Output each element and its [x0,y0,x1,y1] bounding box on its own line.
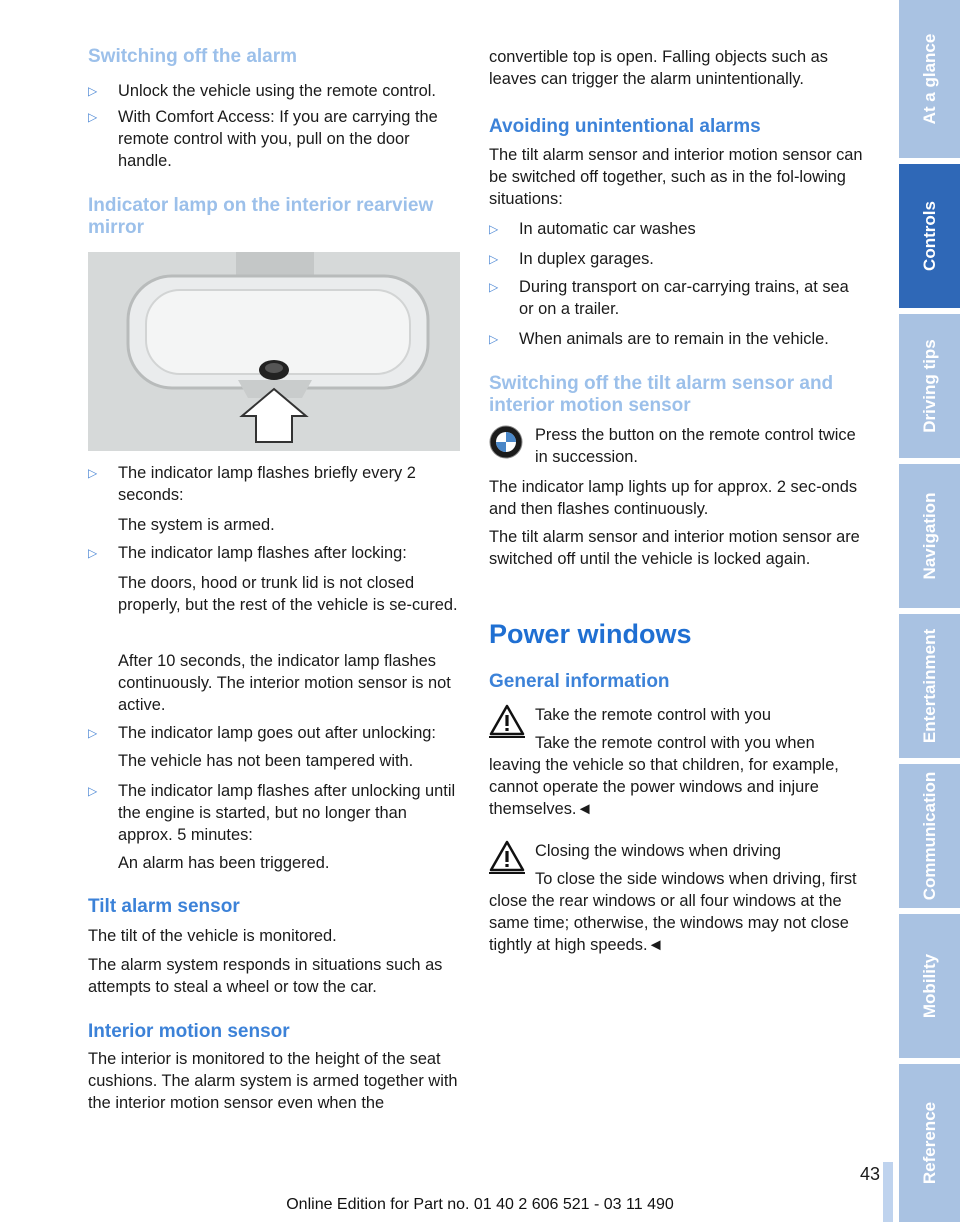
bullet-comfort-access: ▷ With Comfort Access: If you are carrying the remote control with you, pull on the door handle. [88,106,462,172]
heading-switch-off-tilt: Switching off the tilt alarm sensor and interior motion sensor [489,373,834,416]
bullet-flashes-briefly: ▷ The indicator lamp flashes briefly every 2 seconds: [88,462,462,506]
text-tilt-monitored: The tilt of the vehicle is monitored. [88,927,337,945]
heading-switching-off-alarm: Switching off the alarm [88,46,298,67]
bullet-flashes-after-unlocking: ▷ The indicator lamp flashes after unlocking until the engine is started, but no longer than approx. 5 minutes: [88,780,462,846]
heading-avoiding-alarms: Avoiding unintentional alarms [489,116,761,137]
text-alarm-triggered: An alarm has been triggered. [118,854,330,872]
tab-reference[interactable]: Reference [899,1064,960,1222]
tab-driving-tips[interactable]: Driving tips [899,314,960,458]
page-number: 43 [859,1164,880,1184]
bullet-animals: ▷ When animals are to remain in the vehicle. [489,328,829,350]
tab-mobility[interactable]: Mobility [899,914,960,1058]
text-press-button: Press the button on the remote control twice in succession. [535,426,856,466]
bullet-goes-out: ▷ The indicator lamp goes out after unlocking: [88,722,436,744]
text-interior-monitored: The interior is monitored to the height of the seat cushions. The alarm system is armed together with the interior motion sensor even when the [88,1050,458,1112]
heading-power-windows: Power windows [489,619,692,649]
heading-interior-motion: Interior motion sensor [88,1021,290,1042]
mirror-drawing [88,252,460,451]
bullet-car-washes: ▷ In automatic car washes [489,218,696,240]
heading-tilt-sensor: Tilt alarm sensor [88,896,240,917]
rearview-mirror-illustration [88,252,460,451]
bullet-duplex: ▷ In duplex garages. [489,248,654,270]
text-after-10-seconds: After 10 seconds, the indicator lamp flashes continuously. The interior motion sensor is not active. [118,652,451,714]
heading-general-info: General information [489,671,670,692]
warning-1-text: Take the remote control with you when leaving the vehicle so that children, for example, cannot operate the power windows and injure themselves.◄ [489,734,839,818]
bullet-unlock-remote: ▷ Unlock the vehicle using the remote control. [88,80,436,102]
chapter-sidebar [899,0,960,1222]
warning-2-title: Closing the windows when driving [535,842,781,860]
bullet-flashes-after-locking: ▷ The indicator lamp flashes after locking: [88,542,407,564]
text-lamp-lights: The indicator lamp lights up for approx. 2 sec-onds and then flashes continuously. [489,478,858,518]
tab-controls[interactable]: Controls [899,164,960,308]
footer-edition-text: Online Edition for Part no. 01 40 2 606 521 - 03 11 490 [286,1196,674,1213]
tab-entertainment[interactable]: Entertainment [899,614,960,758]
text-system-armed: The system is armed. [118,516,275,534]
tab-communication[interactable]: Communication [899,764,960,908]
text-doors-not-closed: The doors, hood or trunk lid is not closed properly, but the rest of the vehicle is se-cured. [118,574,458,614]
text-switched-off-until: The tilt alarm sensor and interior motion sensor are switched off until the vehicle is locked again. [489,528,860,568]
text-convertible: convertible top is open. Falling objects such as leaves can trigger the alarm unintentionally. [489,48,828,88]
heading-indicator-lamp: Indicator lamp on the interior rearview mirror [88,195,434,238]
warning-1-title: Take the remote control with you [535,706,771,724]
bullet-transport: ▷ During transport on car-carrying trains, at sea or on a trailer. [489,276,863,320]
text-tilt-switched-off: The tilt alarm sensor and interior motion sensor can be switched off together, such as in the fol-lowing situations: [489,146,863,208]
text-alarm-responds: The alarm system responds in situations such as attempts to steal a wheel or tow the car. [88,956,443,996]
warning-2-text: To close the side windows when driving, first close the rear windows or all four windows at the same time; otherwise, the windows may not close tightly at high speeds.◄ [489,870,857,954]
tab-at-a-glance[interactable]: At a glance [899,0,960,158]
tab-navigation[interactable]: Navigation [899,464,960,608]
text-not-tampered: The vehicle has not been tampered with. [118,752,414,770]
